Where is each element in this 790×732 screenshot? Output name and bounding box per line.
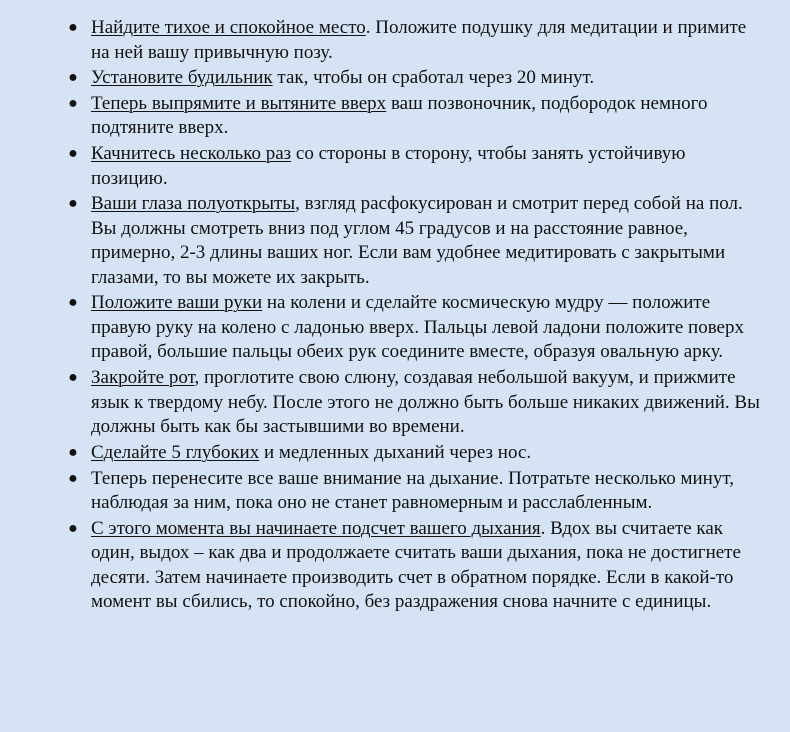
item-lead: Качнитесь несколько раз [91,143,292,165]
item-lead: С этого момента вы начинаете подсчет вашего дыхания [91,517,541,539]
bullet-icon: ● [68,469,78,487]
item-text: на колени и сделайте космическую мудру — положите правую руку на колено с ладонью вверх. Пальцы левой ладони положите поверх правой, большие пальцы обеих рук соедините вместе, образуя овальную арку. [91,292,744,363]
item-lead: Сделайте 5 глубоких [91,441,260,463]
bullet-icon: ● [68,69,78,87]
bullet-icon: ● [68,443,78,461]
bullet-icon: ● [68,94,78,112]
item-text: и медленных дыханий через нос. [259,441,532,463]
bullet-icon: ● [68,195,78,213]
list-item [64,441,760,466]
list-item [64,467,760,516]
bullet-icon: ● [68,145,78,163]
item-lead: Ваши глаза полуоткрыты [91,193,296,215]
list-item [64,366,760,440]
list-item [64,142,760,191]
item-text: , проглотите свою слюну, создавая небольшой вакуум, и прижмите язык к твердому небу. После этого не должно быть больше никаких движений. Вы должны быть как бы застывшими во времени. [91,367,760,438]
item-text: . Вдох вы считаете как один, выдох – как два и продолжаете считать ваши дыхания, пока не достигнете десяти. Затем начинаете производить счет в обратном порядке. Если в какой-то момент вы сбились, то спокойно, без раздражения снова начните с единицы. [91,517,741,613]
bullet-icon: ● [68,19,78,36]
item-lead: Найдите тихое и спокойное место [91,17,366,38]
list-item [64,517,760,615]
list-item [64,66,760,91]
item-text: . Положите подушку для медитации и примите на ней вашу привычную позу. [91,17,747,63]
list-item [64,192,760,290]
item-text: Теперь перенесите все ваше внимание на дыхание. Потратьте несколько минут, наблюдая за ним, пока оно не станет равномерным и расслабленным. [91,467,734,513]
bullet-icon: ● [68,519,78,537]
item-lead: Положите ваши руки [91,292,263,314]
item-text: , взгляд расфокусирован и смотрит перед собой на пол. Вы должны смотреть вниз под углом 45 градусов и на расстояние равное, примерно, 2-3 длины ваших ног. Если вам удобнее медитировать с закрытыми глазами, то вы можете их закрыть. [91,193,743,288]
item-lead: Установите будильник [91,67,273,89]
item-text: ваш позвоночник, подбородок немного подтяните вверх. [91,92,708,139]
item-text: так, чтобы он сработал через 20 минут. [272,67,595,89]
list-item [64,92,760,141]
item-lead: Теперь выпрямите и вытяните вверх [91,92,387,114]
item-text: со стороны в сторону, чтобы занять устойчивую позицию. [91,143,686,189]
list-item [64,291,760,365]
bullet-icon: ● [68,369,78,387]
meditation-instructions-list [64,16,760,615]
item-lead: Закройте рот [91,367,195,389]
list-item [64,16,760,65]
bullet-icon: ● [68,294,78,312]
